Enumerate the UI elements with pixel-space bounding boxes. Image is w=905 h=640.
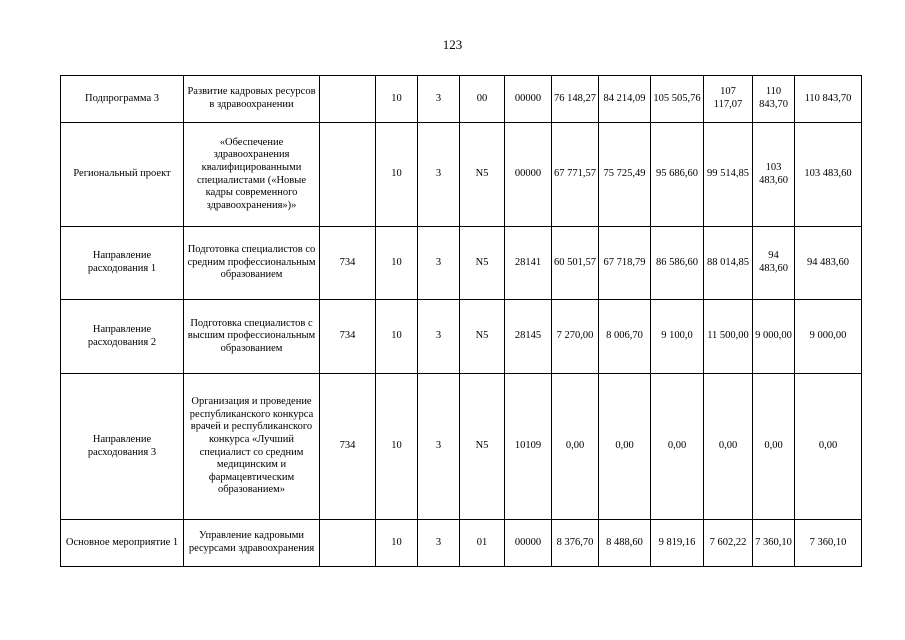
cs-program-code-cell: N5 (460, 300, 505, 374)
rz-code-cell: 10 (376, 123, 418, 227)
program-description-cell: Подготовка специалистов со средним профессиональным образованием (184, 227, 320, 300)
amount-cell: 67 718,79 (599, 227, 651, 300)
amount-cell: 84 214,09 (599, 76, 651, 123)
pr-code-cell: 3 (418, 520, 460, 567)
amount-cell: 7 602,22 (704, 520, 753, 567)
rz-code-cell: 10 (376, 374, 418, 520)
cs-direction-code-cell: 28141 (505, 227, 552, 300)
program-name-cell: Направление расходования 2 (61, 300, 184, 374)
pr-code-cell: 3 (418, 123, 460, 227)
amount-cell: 0,00 (651, 374, 704, 520)
amount-cell: 0,00 (753, 374, 795, 520)
amount-cell: 103 483,60 (795, 123, 862, 227)
cs-direction-code-cell: 00000 (505, 520, 552, 567)
amount-cell: 75 725,49 (599, 123, 651, 227)
cs-program-code-cell: N5 (460, 227, 505, 300)
grbs-code-cell: 734 (320, 227, 376, 300)
grbs-code-cell: 734 (320, 374, 376, 520)
table-row (61, 300, 862, 374)
amount-cell: 0,00 (599, 374, 651, 520)
cs-direction-code-cell: 28145 (505, 300, 552, 374)
amount-cell: 9 819,16 (651, 520, 704, 567)
amount-cell: 9 000,00 (795, 300, 862, 374)
table-row (61, 123, 862, 227)
cs-program-code-cell: N5 (460, 374, 505, 520)
amount-cell: 8 488,60 (599, 520, 651, 567)
amount-cell: 11 500,00 (704, 300, 753, 374)
amount-cell: 7 360,10 (795, 520, 862, 567)
program-description-cell: Управление кадровыми ресурсами здравоохранения (184, 520, 320, 567)
cs-program-code-cell: N5 (460, 123, 505, 227)
amount-cell: 103 483,60 (753, 123, 795, 227)
amount-cell: 110 843,70 (753, 76, 795, 123)
program-name-cell: Подпрограмма 3 (61, 76, 184, 123)
grbs-code-cell (320, 76, 376, 123)
amount-cell: 94 483,60 (753, 227, 795, 300)
program-description-cell: Подготовка специалистов с высшим профессиональным образованием (184, 300, 320, 374)
rz-code-cell: 10 (376, 76, 418, 123)
cs-program-code-cell: 01 (460, 520, 505, 567)
program-name-cell: Основное мероприятие 1 (61, 520, 184, 567)
program-description-cell: Развитие кадровых ресурсов в здравоохранении (184, 76, 320, 123)
cs-direction-code-cell: 00000 (505, 123, 552, 227)
cs-program-code-cell: 00 (460, 76, 505, 123)
cs-direction-code-cell: 00000 (505, 76, 552, 123)
rz-code-cell: 10 (376, 227, 418, 300)
amount-cell: 60 501,57 (552, 227, 599, 300)
rz-code-cell: 10 (376, 520, 418, 567)
grbs-code-cell (320, 520, 376, 567)
amount-cell: 8 006,70 (599, 300, 651, 374)
table-body (61, 76, 862, 567)
amount-cell: 0,00 (552, 374, 599, 520)
amount-cell: 76 148,27 (552, 76, 599, 123)
program-name-cell: Направление расходования 3 (61, 374, 184, 520)
pr-code-cell: 3 (418, 374, 460, 520)
amount-cell: 95 686,60 (651, 123, 704, 227)
amount-cell: 67 771,57 (552, 123, 599, 227)
amount-cell: 107 117,07 (704, 76, 753, 123)
grbs-code-cell (320, 123, 376, 227)
budget-table (60, 75, 862, 567)
table-row (61, 520, 862, 567)
program-description-cell: «Обеспечение здравоохранения квалифицированными специалистами («Новые кадры современного здравоохранения»)» (184, 123, 320, 227)
table-row (61, 227, 862, 300)
amount-cell: 110 843,70 (795, 76, 862, 123)
grbs-code-cell: 734 (320, 300, 376, 374)
amount-cell: 7 360,10 (753, 520, 795, 567)
program-name-cell: Направление расходования 1 (61, 227, 184, 300)
program-description-cell: Организация и проведение республиканского конкурса врачей и республиканского конкурса «Лучший специалист со средним медицинским и фармацевтическим образованием» (184, 374, 320, 520)
cs-direction-code-cell: 10109 (505, 374, 552, 520)
amount-cell: 7 270,00 (552, 300, 599, 374)
amount-cell: 105 505,76 (651, 76, 704, 123)
amount-cell: 0,00 (704, 374, 753, 520)
table-row (61, 374, 862, 520)
amount-cell: 0,00 (795, 374, 862, 520)
pr-code-cell: 3 (418, 227, 460, 300)
amount-cell: 86 586,60 (651, 227, 704, 300)
pr-code-cell: 3 (418, 76, 460, 123)
amount-cell: 88 014,85 (704, 227, 753, 300)
page-number: 123 (442, 37, 463, 52)
amount-cell: 94 483,60 (795, 227, 862, 300)
amount-cell: 9 000,00 (753, 300, 795, 374)
table-row (61, 76, 862, 123)
pr-code-cell: 3 (418, 300, 460, 374)
amount-cell: 9 100,0 (651, 300, 704, 374)
rz-code-cell: 10 (376, 300, 418, 374)
amount-cell: 8 376,70 (552, 520, 599, 567)
amount-cell: 99 514,85 (704, 123, 753, 227)
program-name-cell: Региональный проект (61, 123, 184, 227)
